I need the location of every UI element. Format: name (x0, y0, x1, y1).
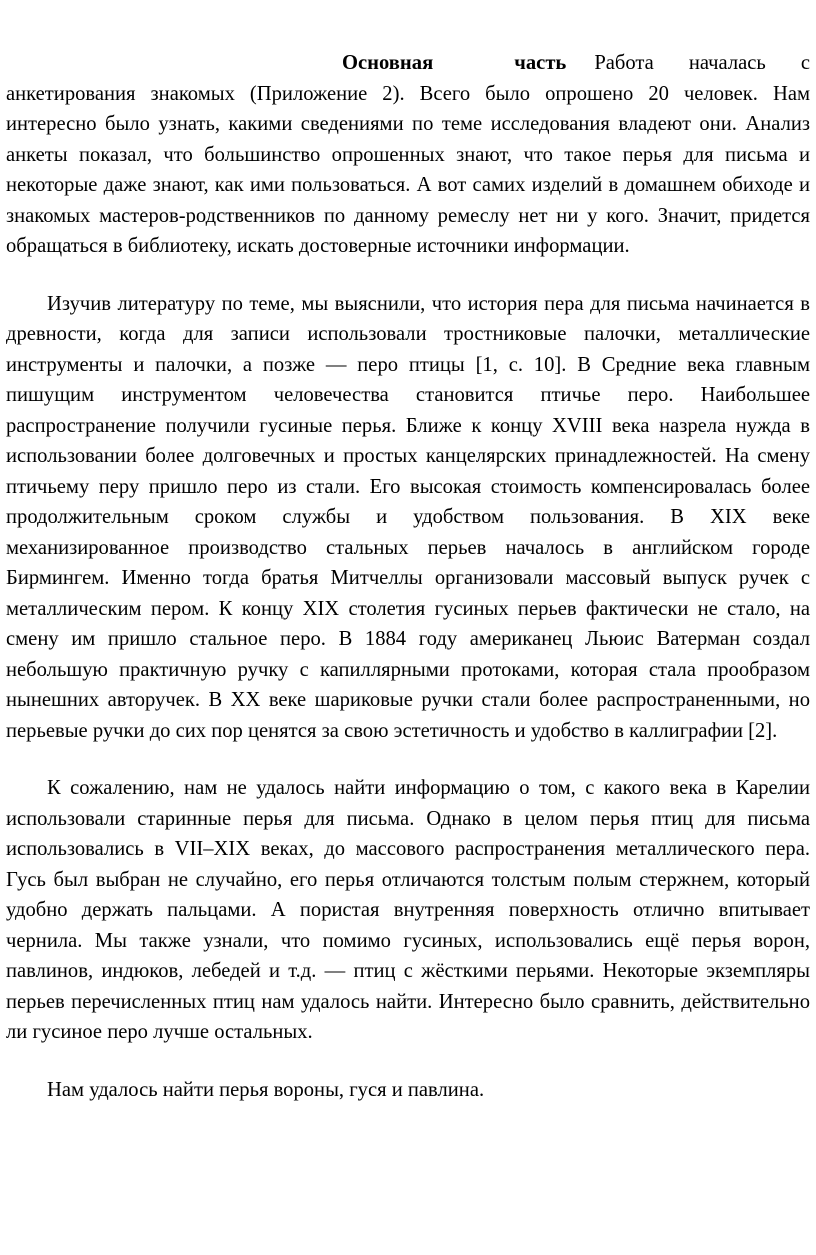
paragraph-intro (6, 48, 810, 262)
paragraph-findings: Нам удалось найти перья вороны, гуся и павлина. (47, 1078, 485, 1101)
paragraph-history: Изучив литературу по теме, мы выяснили, что история пера для письма начинается в древности, когда для записи использовали тростниковые палочки, металлические инструменты и палочки, а позже — перо птицы [1, с. 10]. В Средние века главным пишущим инструментом человечества становится птичье перо. Наибольшее распространение получили гусиные перья. Ближе к концу XVIII века назрела нужда в использовании более долговечных и простых канцелярских принадлежностей. На смену птичьему перу пришло перо из стали. Его высокая стоимость компенсировалась более продолжительным сроком службы и удобством пользования. В XIX веке механизированное производство стальных перьев началось в английском городе Бирмингем. Именно тогда братья Митчеллы организовали массовый выпуск ручек с металлическим пером. К концу XIX столетия гусиных перьев фактически не стало, на смену им пришло стальное перо. В 1884 году американец Льюис Ватерман создал небольшую практичную ручку с капиллярными протоками, которая стала прообразом нынешних авторучек. В XX веке шариковые ручки стали более распространенными, но перьевые ручки до сих пор ценятся за свою эстетичность и удобство в каллиграфии [2]. (6, 292, 810, 742)
paragraph-karelia: К сожалению, нам не удалось найти информацию о том, с какого века в Карелии использовали старинные перья для письма. Однако в целом перья птиц для письма использовались в VII–XIX веках, до массового распространения металлического пера. Гусь был выбран не случайно, его перья отличаются толстым полым стержнем, который удобно держать пальцами. А пористая внутренняя поверхность отлично впитывает чернила. Мы также узнали, что помимо гусиных, использовались ещё перья ворон, павлинов, индюков, лебедей и т.д. — птиц с жёсткими перьями. Некоторые экземпляры перьев перечисленных птиц нам удалось найти. Интересно было сравнить, действительно ли гусиное перо лучше остальных. (6, 777, 810, 1043)
section-heading: Основная часть (342, 52, 567, 74)
paragraph-text: Работа началась с анкетирования знакомых (Приложение 2). Всего было опрошено 20 человек. Нам интересно было узнать, какими сведениями по теме исследования владеют они. Анализ анкеты показал, что большинство опрошенных знают, что такое перья для письма и некоторые даже знают, как ими пользоваться. А вот самих изделий в домашнем обиходе и знакомых мастеров-родственников по данному ремеслу нет ни у кого. Значит, придется обращаться в библиотеку, искать достоверные источники информации. (6, 52, 810, 257)
